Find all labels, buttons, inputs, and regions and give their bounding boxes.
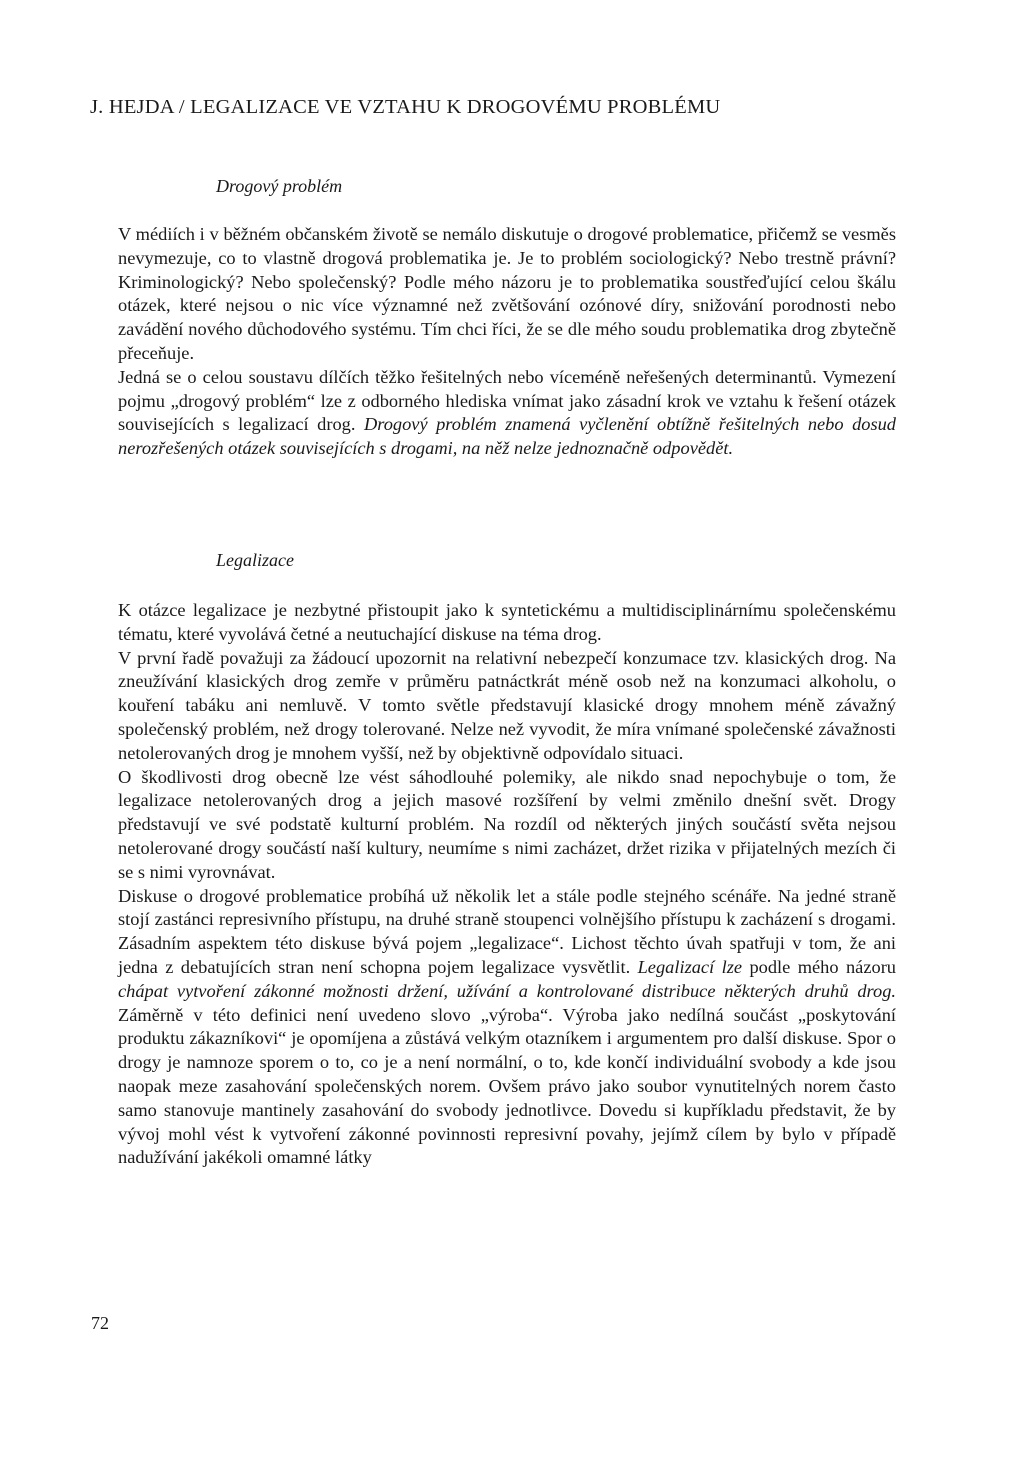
section-drogovy-problem-body (118, 223, 896, 461)
paragraph (118, 885, 896, 1171)
paragraph: V první řadě považuji za žádoucí upozornit na relativní nebezpečí konzumace tzv. klasických drog. Na zneužívání klasických drog zemře v průměru patnáctkrát méně osob než na konzumaci alkoholu, o kouření tabáku ani nemluvě. V tomto světle představují klasické drogy mnohem méně závažný společenský problém, než drogy tolerované. Nelze než vyvodit, že míra vnímané společenské závažnosti netolerovaných drog je mnohem vyšší, než by objektivně odpovídalo situaci. (118, 647, 896, 763)
paragraph-text: Jedná se o celou soustavu dílčích těžko řešitelných nebo víceméně neřešených determinantů. Vymezení pojmu „drogový problém“ lze z odborného hlediska vnímat jako zásadní krok ve vztahu k řešení otázek souvisejících s legalizací drog. (118, 366, 896, 435)
definition-italic: Drogový problém znamená vyčlenění obtížně řešitelných nebo dosud nerozřešených otázek souvisejících s drogami, na něž nelze jednoznačně odpovědět. (118, 414, 897, 459)
paragraph (118, 366, 896, 461)
section-title-drogovy-problem: Drogový problém (216, 176, 343, 196)
paragraph-text: Záměrně v této definici není uvedeno slovo „výroba“. Výroba jako nedílná součást „poskytování produktu zákazníkovi“ je opomíjena a zůstává velkým otazníkem i argumentem pro další diskuse. Spor o drogy je namnoze sporem o to, co je a není normální, o to, kde končí individuální svobody a kde jsou naopak meze zasahování společenských norem. Ovšem právo jako soubor vynutitelných norem často samo stanovuje mantinely zasahování do svobody jednotlivce. Dovedu si kupříkladu představit, že by vývoj mohl vést k vytvoření zákonné povinnosti represivní povahy, jejímž cílem by bylo v případě nadužívání jakékoli omamné látky (118, 1004, 896, 1168)
paragraph-text: Diskuse o drogové problematice probíhá už několik let a stále podle stejného scénáře. Na jedné straně stojí zastánci represivního přístupu, na druhé straně stoupenci volnějšího přístupu k zacházení s drogami. Zásadním aspektem této diskuse bývá pojem „legalizace“. Lichost těchto úvah spatřuji v tom, že ani jedna z debatujících stran není schopna pojem legalizace vysvětlit. (118, 885, 896, 977)
paragraph: V médiích i v běžném občanském životě se nemálo diskutuje o drogové problematice, přičemž se vesměs nevymezuje, co to vlastně drogová problematika je. Je to problém sociologický? Nebo trestně právní? Kriminologický? Nebo společenský? Podle mého názoru je to problematika soustřeďující celou škálu otázek, které nejsou o nic více významné než zvětšování ozónové díry, snižování porodnosti nebo zavádění nového důchodového systému. Tím chci říci, že se dle mého soudu problematika drog zbytečně přeceňuje. (118, 224, 896, 363)
page-number: 72 (91, 1313, 109, 1333)
section-legalizace-body (118, 599, 896, 1170)
running-head: J. HEJDA / LEGALIZACE VE VZTAHU K DROGOVÉMU PROBLÉMU (90, 96, 721, 118)
paragraph: O škodlivosti drog obecně lze vést sáhodlouhé polemiky, ale nikdo snad nepochybuje o tom, že legalizace netolerovaných drog a jejich masové rozšíření by velmi změnilo dnešní svět. Drogy představují ve své podstatě kulturní problém. Na rozdíl od některých jiných součástí světa nejsou netolerované drogy součástí naší kultury, neumíme s nimi zacházet, držet rizika v přijatelných mezích či se s nimi vyrovnávat. (118, 766, 896, 882)
paragraph-text: podle mého názoru (742, 956, 897, 977)
section-title-legalizace: Legalizace (216, 550, 294, 570)
definition-italic: chápat vytvoření zákonné možnosti držení, užívání a kontrolované distribuce některých druhů drog. (118, 980, 896, 1001)
paragraph: K otázce legalizace je nezbytné přistoupit jako k syntetickému a multidisciplinárnímu společenskému tématu, které vyvolává četné a neutuchající diskuse na téma drog. (118, 600, 896, 644)
italic-phrase: Legalizací lze (637, 956, 743, 977)
